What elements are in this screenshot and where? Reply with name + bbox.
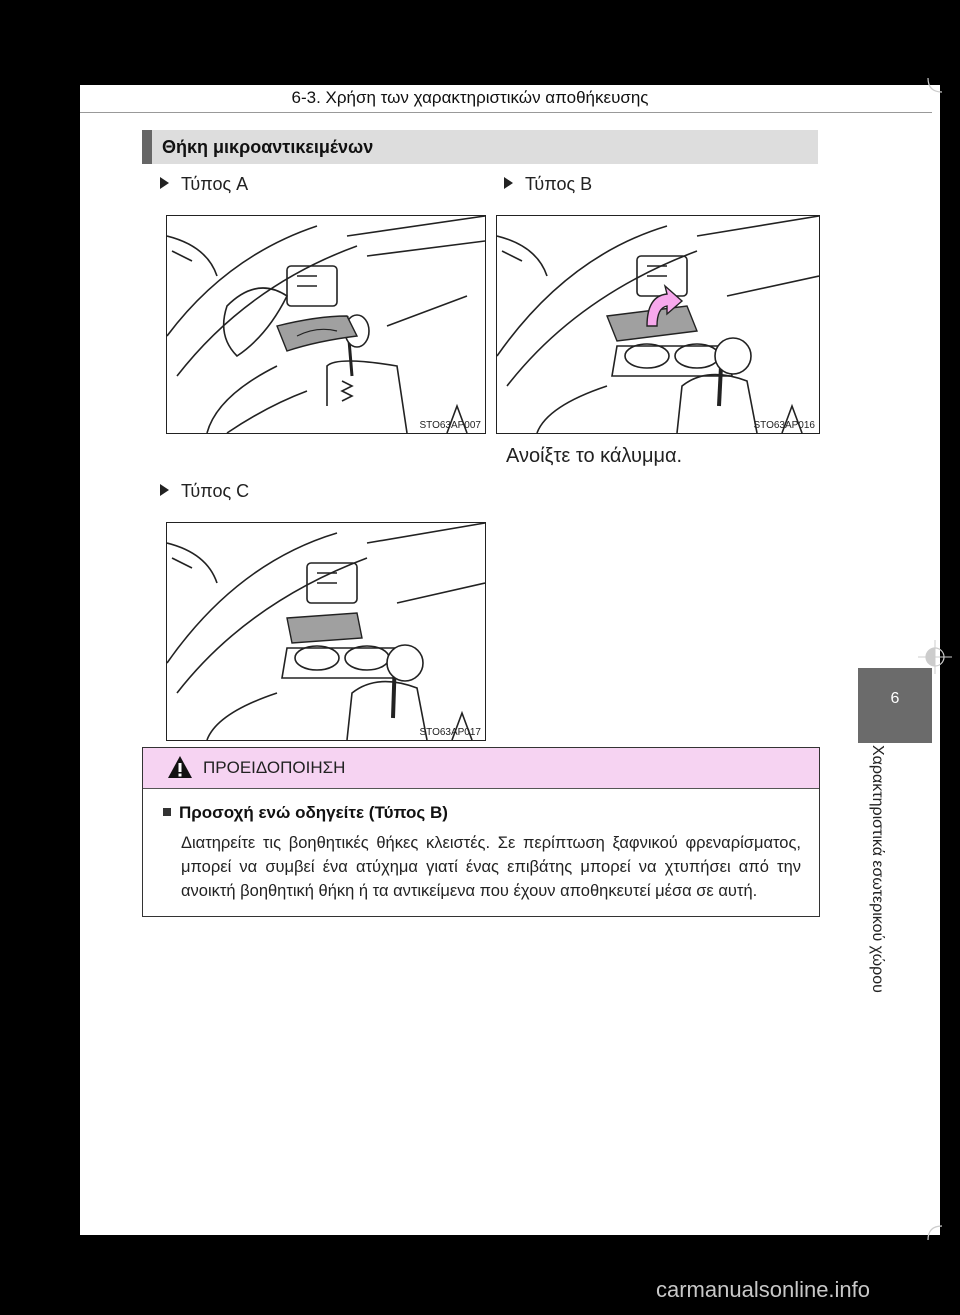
chapter-title: Χαρακτηριστικά εσωτερικού χώρου [869,745,886,993]
warning-subtitle: Προσοχή ενώ οδηγείτε (Τύπος B) [179,803,448,822]
section-stripe [142,130,152,164]
chapter-tab [858,668,932,743]
type-b-label [504,173,592,195]
figure-code-c: STO63AP017 [419,727,481,738]
warning-body [143,789,819,903]
crop-mark-icon [920,78,950,108]
crop-mark-icon [920,1210,950,1240]
bullet-triangle-icon [160,177,169,189]
chapter-title-vertical [862,745,892,1020]
running-header: 6-3. Χρήση των χαρακτηριστικών αποθήκευσης [291,88,649,107]
section-title: Θήκη μικροαντικειμένων [162,137,374,157]
type-c-label [160,480,249,502]
warning-header [143,748,819,789]
type-b-text: Τύπος B [525,174,593,194]
figure-type-c [166,522,486,741]
type-a-text: Τύπος A [181,174,249,194]
bullet-triangle-icon [504,177,513,189]
figure-code-b: STO63AP016 [753,420,815,431]
type-c-text: Τύπος C [181,481,250,501]
console-illustration-b [497,216,819,433]
warning-triangle-icon [167,755,193,779]
console-illustration-a [167,216,485,433]
manual-page [80,85,940,1235]
type-a-label [160,173,248,195]
bullet-triangle-icon [160,484,169,496]
console-illustration-c [167,523,485,740]
warning-text: Διατηρείτε τις βοηθητικές θήκες κλειστές. Σε περίπτωση ξαφνικού φρεναρίσματος, μπορεί να συμβεί ένα ατύχημα γιατί ένας επιβάτης μπορεί να χτυπήσει από την ανοικτή βοηθητική θήκη ή τα αντικείμενα που έχουν αποθηκευτεί μέσα σε αυτή. [181,834,801,900]
warning-box [142,747,820,917]
header-divider [80,112,932,113]
chapter-number: 6 [890,690,900,707]
figure-type-b [496,215,820,434]
watermark: carmanualsonline.info [656,1277,871,1302]
figure-type-a [166,215,486,434]
warning-heading: ΠΡΟΕΙΔΟΠΟΙΗΣΗ [203,758,346,777]
figure-code-a: STO63AP007 [419,420,481,431]
square-bullet-icon [163,808,171,816]
type-b-caption: Ανοίξτε το κάλυμμα. [506,445,683,467]
section-heading [142,130,818,164]
